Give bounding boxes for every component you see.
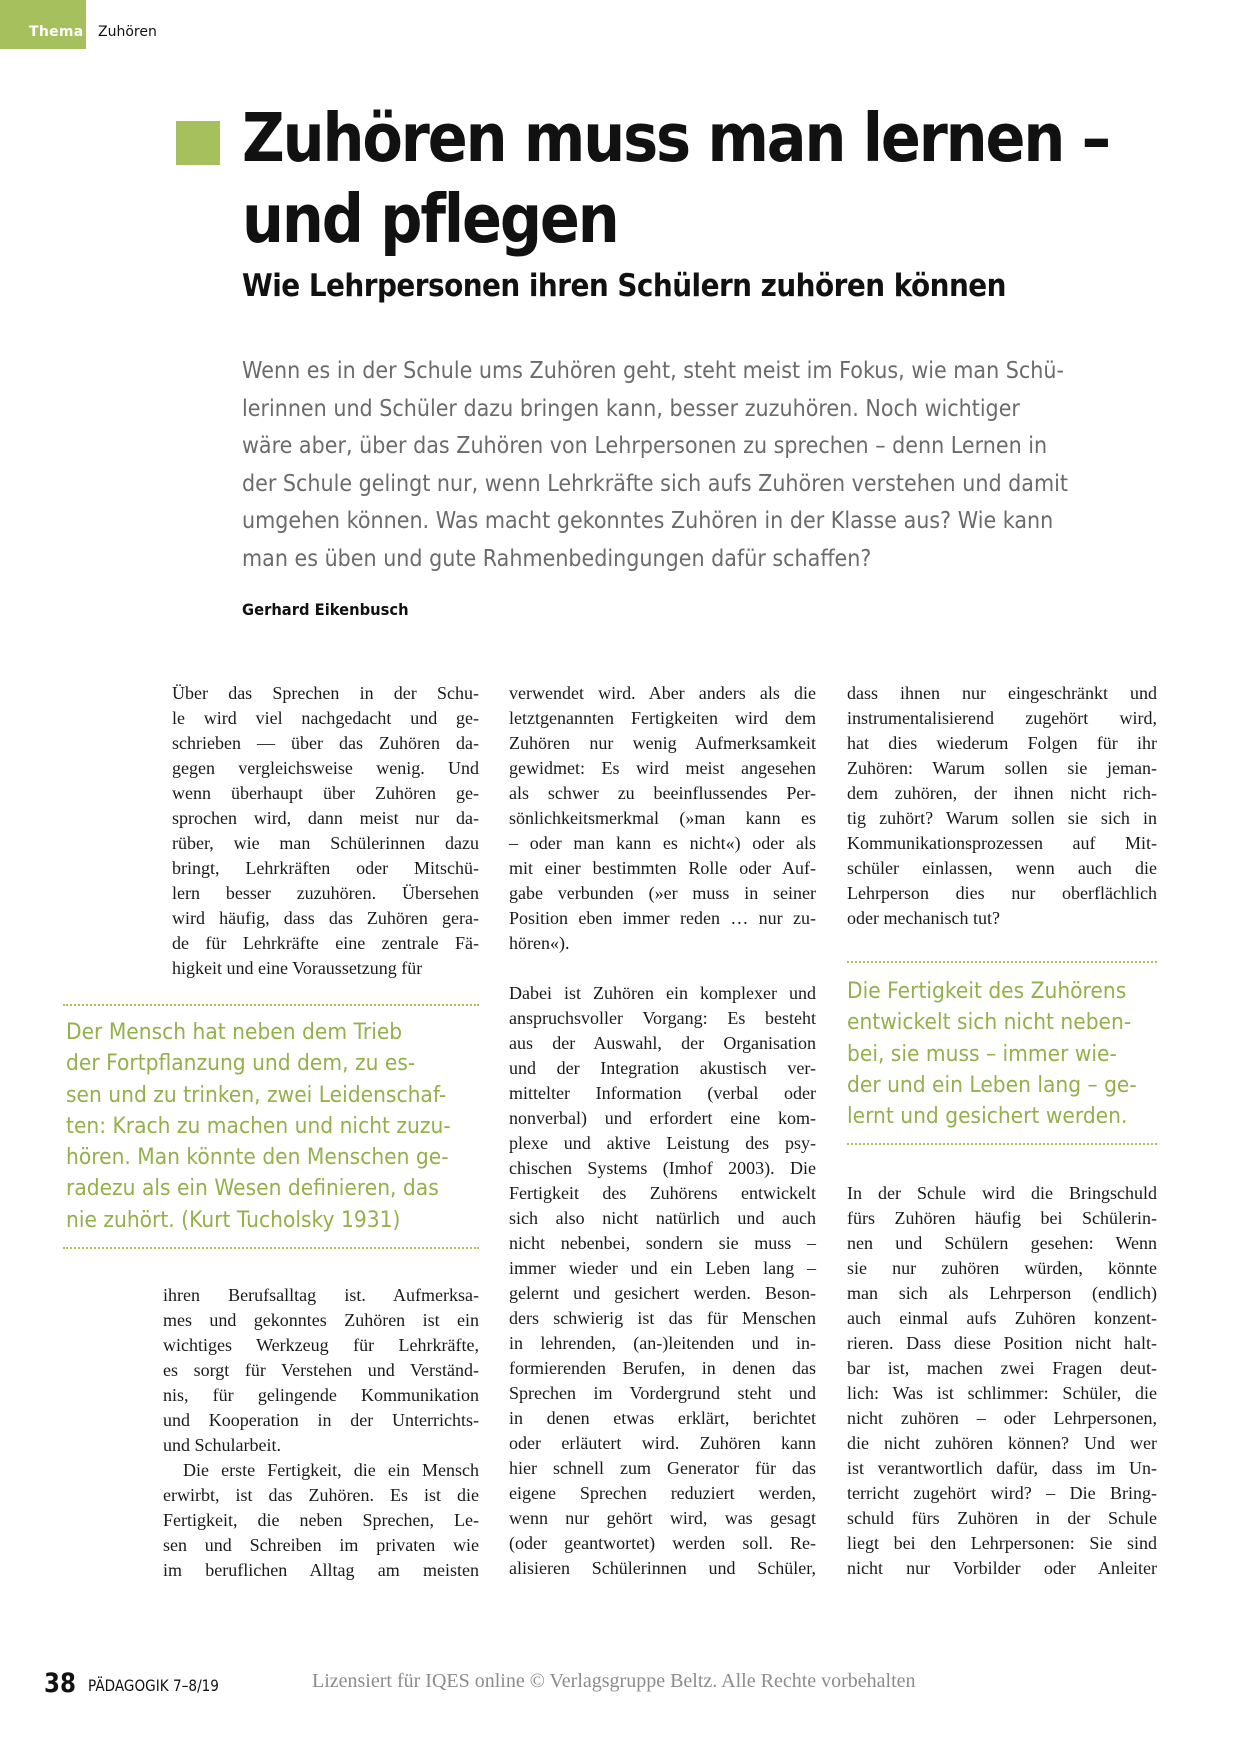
text-line: oder erläutert wird. Zuhören kann	[509, 1433, 816, 1453]
text-line: wenn nur gehört wird, was gesagt	[509, 1508, 816, 1528]
title-line: und pflegen	[242, 180, 618, 258]
title-marker-square	[176, 121, 220, 165]
text-line: gegen vergleichsweise wenig. Und	[172, 758, 479, 778]
text-line: anspruchsvoller Vorgang: Es besteht	[509, 1008, 816, 1028]
quote-line: Der Mensch hat neben dem Trieb	[66, 1019, 403, 1045]
lead-line: wäre aber, über das Zuhören von Lehrpersonen zu sprechen – denn Lernen in	[242, 431, 1048, 459]
text-line: higkeit und eine Voraussetzung für	[172, 958, 423, 978]
text-line: In der Schule wird die Bringschuld	[847, 1183, 1157, 1203]
text-line: nis, für gelingende Kommunikation	[163, 1385, 479, 1405]
text-line: eigene Sprechen reduziert werden,	[509, 1483, 816, 1503]
text-line: wird häufig, dass das Zuhören gera-	[172, 908, 479, 928]
lead-line: man es üben und gute Rahmenbedingungen dafür schaffen?	[242, 543, 872, 572]
text-line: de für Lehrkräfte eine zentrale Fä-	[172, 933, 479, 953]
column-3-para-1	[847, 681, 1157, 931]
license-notice: Lizensiert für IQES online © Verlagsgruppe Beltz. Alle Rechte vorbehalten	[312, 1670, 916, 1692]
text-line: terricht zugehört wird? – Die Bring-	[847, 1483, 1157, 1503]
text-line: wenn überhaupt über Zuhören ge-	[172, 783, 479, 803]
text-line: Fertigkeit des Zuhörens entwickelt	[509, 1183, 816, 1203]
text-line: Über das Sprechen in der Schu-	[172, 683, 479, 703]
text-line: auch einmal aufs Zuhören konzent-	[847, 1308, 1157, 1328]
magazine-issue: PÄDAGOGIK 7–8/19	[88, 1676, 219, 1695]
text-line: rüber, wie man Schülerinnen dazu	[172, 833, 479, 853]
pull-quote-line: der und ein Leben lang – ge-	[847, 1071, 1137, 1098]
text-line: instrumentalisierend zugehört wird,	[847, 708, 1157, 728]
text-line: fürs Zuhören häufig bei Schülerin-	[847, 1208, 1157, 1228]
text-line: Fertigkeit, die neben Sprechen, Le-	[163, 1510, 479, 1530]
text-line: als schwer zu beeinflussendes Per-	[509, 783, 816, 803]
text-line: gewidmet: Es wird meist angesehen	[509, 758, 816, 778]
column-2-para-2	[509, 981, 816, 1581]
text-line: und Schularbeit.	[163, 1435, 281, 1455]
text-line: chischen Systems (Imhof 2003). Die	[509, 1158, 816, 1178]
text-line: und Kooperation in der Unterrichts-	[163, 1410, 479, 1430]
text-line: mes und gekonntes Zuhören ist ein	[163, 1310, 479, 1330]
text-line: nicht nebenbei, sondern sie muss –	[509, 1233, 816, 1253]
text-line: plexe und aktive Leistung des psy-	[509, 1133, 816, 1153]
text-line: schrieben — über das Zuhören da-	[172, 733, 479, 753]
text-line: alisieren Schülerinnen und Schüler,	[509, 1558, 816, 1578]
text-line: letztgenannten Fertigkeiten wird dem	[509, 708, 816, 728]
column-3-para-2	[847, 1181, 1157, 1581]
page-number: 38	[44, 1668, 76, 1699]
text-line: nen und Schülern gesehen: Wenn	[847, 1233, 1157, 1253]
column-2-para-1	[509, 681, 816, 956]
text-line: Lehrperson dies nur oberflächlich	[847, 883, 1157, 903]
text-line: in lehrenden, (an-)leitenden und in-	[509, 1333, 816, 1353]
text-line: man sich als Lehrperson (endlich)	[847, 1283, 1157, 1303]
text-line: Zuhören: Warum sollen sie jeman-	[847, 758, 1157, 778]
text-line: Dabei ist Zuhören ein komplexer und	[509, 983, 816, 1003]
text-line: lern besser zuzuhören. Übersehen	[172, 883, 479, 903]
text-line: gelernt und gesichert werden. Beson-	[509, 1283, 816, 1303]
pull-quote-line: Die Fertigkeit des Zuhörens	[847, 978, 1127, 1004]
quote-line: sen und zu trinken, zwei Leidenschaf-	[66, 1081, 447, 1108]
text-line: dem zuhören, der ihnen nicht rich-	[847, 783, 1157, 803]
text-line: lich: Was ist schlimmer: Schüler, die	[847, 1383, 1157, 1403]
text-line: hören«).	[509, 933, 570, 953]
lead-paragraph	[242, 352, 1068, 577]
text-line: aus der Auswahl, der Organisation	[509, 1033, 816, 1053]
text-line: nonverbal) und erfordert eine kom-	[509, 1108, 816, 1128]
text-line: nicht nur Vorbilder oder Anleiter	[847, 1558, 1157, 1578]
pull-quote-divider-bottom	[847, 1143, 1157, 1145]
text-line: hat dies wiederum Folgen für ihr	[847, 733, 1157, 753]
text-line: le wird viel nachgedacht und ge-	[172, 708, 479, 728]
pull-quote-divider-top	[847, 961, 1157, 963]
quote-divider-top	[63, 1004, 479, 1006]
pull-quote-line: entwickelt sich nicht neben-	[847, 1009, 1132, 1036]
text-line: immer wieder und ein Leben lang –	[509, 1258, 816, 1278]
text-line: schüler einlassen, wenn auch die	[847, 858, 1157, 878]
article-subtitle: Wie Lehrpersonen ihren Schülern zuhören können	[242, 268, 1006, 304]
text-line: es sorgt für Verstehen und Verständ-	[163, 1360, 479, 1380]
text-line: ist verantwortlich dafür, dass im Un-	[847, 1458, 1157, 1478]
pull-quote	[847, 976, 1137, 1132]
text-line: – oder man kann es nicht«) oder als	[509, 833, 816, 853]
text-line: mittelter Information (verbal oder	[509, 1083, 816, 1103]
pull-quote-line: lernt und gesichert werden.	[847, 1103, 1128, 1130]
text-line: oder mechanisch tut?	[847, 908, 1000, 928]
text-line: nicht zuhören – oder Lehrpersonen,	[847, 1408, 1157, 1428]
quote-divider-bottom	[63, 1247, 479, 1249]
text-line: sen und Schreiben im privaten wie	[163, 1535, 479, 1555]
topic-label: Zuhören	[98, 24, 157, 40]
tucholsky-quote	[66, 1017, 451, 1236]
text-line: schuld fürs Zuhören in der Schule	[847, 1508, 1157, 1528]
text-line: dass ihnen nur eingeschränkt und	[847, 683, 1157, 703]
text-line: bringt, Lehrkräften oder Mitschü-	[172, 858, 479, 878]
text-line: Zuhören nur wenig Aufmerksamkeit	[509, 733, 816, 753]
text-line: rieren. Dass diese Position nicht halt-	[847, 1333, 1157, 1353]
text-line: tig zuhört? Warum sollen sie sich in	[847, 808, 1157, 828]
text-line: in denen etwas erklärt, berichtet	[509, 1408, 816, 1428]
text-line: sönlichkeitsmerkmal (»man kann es	[509, 808, 816, 828]
text-line: sich also nicht natürlich und auch	[509, 1208, 816, 1228]
column-1-top	[172, 681, 479, 981]
quote-line: ten: Krach zu machen und nicht zuzu-	[66, 1112, 451, 1139]
text-line: wichtiges Werkzeug für Lehrkräfte,	[163, 1335, 479, 1355]
text-line: ihren Berufsalltag ist. Aufmerksa-	[163, 1285, 479, 1305]
text-line: Sprechen im Vordergrund steht und	[509, 1383, 816, 1403]
text-line: gabe verbunden (»er muss in seiner	[509, 883, 816, 903]
quote-line: hören. Man könnte den Menschen ge-	[66, 1144, 449, 1171]
article-title	[242, 98, 1109, 260]
lead-line: der Schule gelingt nur, wenn Lehrkräfte sich aufs Zuhören verstehen und damit	[242, 468, 1068, 497]
section-tab	[0, 0, 86, 49]
title-line: Zuhören muss man lernen –	[242, 99, 1110, 177]
text-line: bar ist, machen zwei Fragen deut-	[847, 1358, 1157, 1378]
quote-line: nie zuhört. (Kurt Tucholsky 1931)	[66, 1206, 401, 1233]
lead-line: umgehen können. Was macht gekonntes Zuhören in der Klasse aus? Wie kann	[242, 506, 1054, 534]
text-line: ders schwierig ist das für Menschen	[509, 1308, 816, 1328]
text-line: verwendet wird. Aber anders als die	[509, 683, 816, 703]
text-line: hier schnell zum Generator für das	[509, 1458, 816, 1478]
lead-line: Wenn es in der Schule ums Zuhören geht, steht meist im Fokus, wie man Schü-	[242, 356, 1064, 384]
pull-quote-line: bei, sie muss – immer wie-	[847, 1040, 1117, 1067]
quote-line: der Fortpflanzung und dem, zu es-	[66, 1050, 416, 1077]
text-line: liegt bei den Lehrpersonen: Sie sind	[847, 1533, 1157, 1553]
text-line: Kommunikationsprozessen auf Mit-	[847, 833, 1157, 853]
text-line: sie nur zuhören würden, könnte	[847, 1258, 1157, 1278]
text-line: sprochen wird, dann meist nur da-	[172, 808, 479, 828]
column-1-bottom	[163, 1283, 479, 1583]
text-line: (oder geantwortet) werden soll. Re-	[509, 1533, 816, 1553]
text-line: mit einer bestimmten Rolle oder Auf-	[509, 858, 816, 878]
section-label: Thema	[29, 24, 84, 40]
text-line: formierenden Berufen, in denen das	[509, 1358, 816, 1378]
text-line: Die erste Fertigkeit, die ein Mensch	[183, 1460, 479, 1480]
text-line: Position eben immer reden … nur zu-	[509, 908, 816, 928]
quote-line: radezu als ein Wesen definieren, das	[66, 1175, 439, 1202]
text-line: und der Integration akustisch ver-	[509, 1058, 816, 1078]
text-line: im beruflichen Alltag am meisten	[163, 1560, 479, 1580]
author-name: Gerhard Eikenbusch	[242, 600, 409, 619]
text-line: die nicht zuhören können? Und wer	[847, 1433, 1157, 1453]
text-line: erwirbt, ist das Zuhören. Es ist die	[163, 1485, 479, 1505]
lead-line: lerinnen und Schüler dazu bringen kann, besser zuzuhören. Noch wichtiger	[242, 393, 1020, 422]
